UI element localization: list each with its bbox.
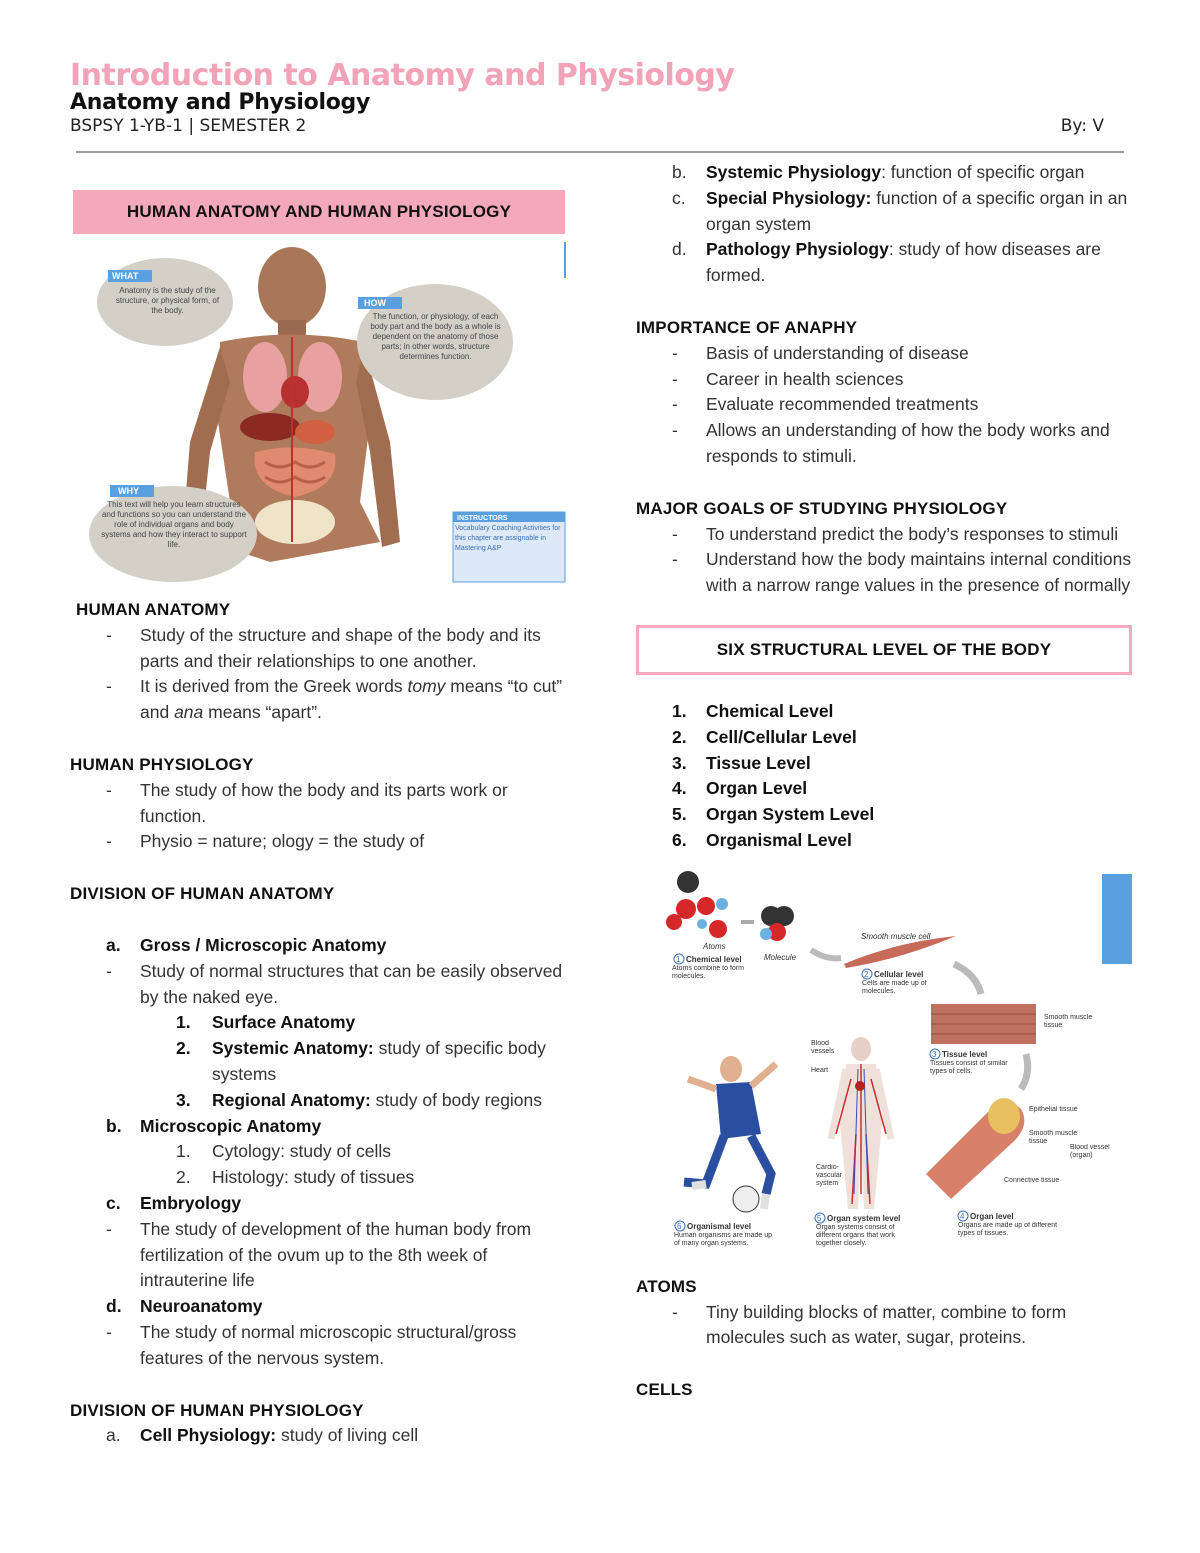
atoms-heading: ATOMS	[636, 1276, 697, 1296]
division-anatomy-heading: DIVISION OF HUMAN ANATOMY	[70, 884, 335, 904]
organismal-level-desc: Human organisms are made up of many organ systems.	[674, 1231, 773, 1247]
instructors-text: Vocabulary Coaching Activities for this chapter are assignable in Mastering A&P	[455, 525, 561, 552]
list-item: a. Gross / Microscopic Anatomy	[106, 934, 387, 955]
smooth-cell-label: Smooth muscle cell	[861, 931, 931, 941]
smooth-tissue-label: Smooth muscle tissue	[1044, 1013, 1093, 1029]
goals-heading: MAJOR GOALS OF STUDYING PHYSIOLOGY	[636, 498, 1008, 518]
organ-level-label: Organ level	[970, 1211, 1014, 1221]
instructors-tag: INSTRUCTORS	[457, 515, 508, 522]
header-divider	[76, 151, 1124, 153]
list-item: 3. Tissue Level	[672, 752, 811, 773]
tissue-num: 3	[932, 1049, 937, 1059]
list-item: 2. Histology: study of tissues	[176, 1167, 415, 1188]
atoms-label: Atoms	[703, 941, 726, 951]
how-text: The function, or physiology, of each body part and the body as a whole is dependent on the anatomy of those parts; in other words, structure determines function.	[370, 312, 501, 361]
organ-level-desc: Organs are made up of different types of tissues.	[958, 1221, 1058, 1237]
organismal-num: 6	[677, 1221, 682, 1231]
list-item: 3. Regional Anatomy: study of body regions	[176, 1089, 543, 1110]
connective-label: Connective tissue	[1004, 1176, 1060, 1184]
chem-num: 1	[676, 954, 681, 964]
list-item: 2. Cell/Cellular Level	[672, 726, 857, 747]
list-item: - Understand how the body maintains internal conditions with a narrow range values in the presence of normally	[672, 549, 1132, 596]
section-banner: HUMAN ANATOMY AND HUMAN PHYSIOLOGY	[73, 190, 565, 234]
list-item: b. Systemic Physiology: function of specific organ	[672, 162, 1085, 182]
what-text: Anatomy is the study of the structure, or physical form, of the body.	[115, 286, 220, 315]
epithelial-label: Epithelial tissue	[1029, 1105, 1078, 1113]
list-item: - To understand predict the body’s responses to stimuli	[672, 523, 1119, 544]
why-text: This text will help you learn structures and functions so you can understand the role of individual organs and body systems and how they interact to support life.	[101, 500, 247, 549]
smooth-tissue2-label: Smooth muscle tissue	[1029, 1129, 1078, 1145]
cell-level-label: Cellular level	[874, 969, 924, 979]
list-item: - Basis of understanding of disease	[672, 342, 969, 363]
importance-heading: IMPORTANCE OF ANAPHY	[636, 317, 858, 337]
course-meta: BSPSY 1-YB-1 | SEMESTER 2	[70, 116, 307, 136]
list-item: - Physio = nature; ology = the study of	[106, 831, 425, 852]
division-physiology-heading: DIVISION OF HUMAN PHYSIOLOGY	[70, 1400, 364, 1420]
right-column	[636, 160, 1136, 1403]
molecule-label: Molecule	[764, 952, 797, 962]
what-tag: WHAT	[112, 271, 139, 281]
organismal-level-label: Organismal level	[687, 1221, 752, 1231]
cell-num: 2	[864, 969, 869, 979]
anatomy-figure	[70, 242, 570, 597]
list-item: a. Cell Physiology: study of living cell	[106, 1425, 419, 1446]
blood-vessels-label: Blood vessels	[811, 1039, 835, 1055]
heart-label: Heart	[811, 1066, 829, 1074]
human-anatomy-heading: HUMAN ANATOMY	[76, 600, 231, 619]
list-item: - The study of how the body and its parts work or function.	[106, 779, 508, 826]
system-level-desc: Organ systems consist of different organs that work together closely.	[816, 1223, 895, 1247]
list-item: 1. Surface Anatomy	[176, 1012, 356, 1033]
anatomy-body-illustration	[70, 242, 570, 597]
list-item: 1. Cytology: study of cells	[176, 1141, 391, 1162]
list-item: 5. Organ System Level	[672, 804, 875, 825]
chem-level-label: Chemical level	[686, 954, 742, 964]
list-item: - Study of the structure and shape of the body and its parts and their relationships to one another.	[106, 624, 541, 671]
list-item: d. Neuroanatomy	[106, 1296, 263, 1317]
document-title: Introduction to Anatomy and Physiology	[70, 58, 735, 93]
list-item: 1. Chemical Level	[672, 700, 834, 721]
list-item: 4. Organ Level	[672, 778, 808, 799]
cell-level-desc: Cells are made up of molecules.	[862, 979, 927, 995]
tissue-level-desc: Tissues consist of similar types of cells.	[930, 1059, 1008, 1075]
cells-heading: CELLS	[636, 1380, 693, 1400]
structural-levels-figure	[636, 864, 1136, 1274]
list-item: c. Special Physiology: function of a specific organ in an organ system	[672, 187, 1128, 234]
list-item: 6. Organismal Level	[672, 829, 852, 850]
list-item: - The study of development of the human body from fertilization of the ovum up to the 8th week of intrauterine life	[106, 1218, 532, 1291]
list-item: c. Embryology	[106, 1192, 242, 1213]
list-item: - Study of normal structures that can be easily observed by the naked eye.	[106, 960, 563, 1007]
list-item: b. Microscopic Anatomy	[106, 1115, 322, 1136]
structural-levels-illustration	[636, 864, 1136, 1274]
author: By: V	[1060, 116, 1104, 136]
left-column	[70, 190, 570, 1449]
organ-num: 4	[960, 1211, 965, 1221]
list-item: - Evaluate recommended treatments	[672, 394, 979, 415]
list-item: - Career in health sciences	[672, 368, 904, 389]
list-item: - The study of normal microscopic structural/gross features of the nervous system.	[106, 1321, 517, 1368]
system-level-label: Organ system level	[827, 1213, 901, 1223]
section-banner: SIX STRUCTURAL LEVEL OF THE BODY	[636, 625, 1132, 675]
blue-marker	[1102, 874, 1132, 964]
human-physiology-heading: HUMAN PHYSIOLOGY	[70, 754, 254, 774]
list-item: d. Pathology Physiology: study of how diseases are formed.	[672, 239, 1101, 286]
why-tag: WHY	[118, 486, 139, 496]
how-tag: HOW	[364, 298, 386, 308]
chem-level-desc: Atoms combine to form molecules.	[672, 964, 744, 980]
tissue-level-label: Tissue level	[942, 1049, 988, 1059]
document-subtitle: Anatomy and Physiology	[70, 90, 371, 115]
list-item: 2. Systemic Anatomy: study of specific body systems	[176, 1038, 546, 1084]
cardio-label: Cardio-vascular system	[816, 1163, 843, 1187]
list-item: - Allows an understanding of how the body works and responds to stimuli.	[672, 420, 1110, 466]
blood-vessel-organ-label: Blood vessel (organ)	[1070, 1143, 1110, 1159]
system-num: 5	[817, 1213, 822, 1223]
list-item: - It is derived from the Greek words tomy means “to cut” and ana means “apart”.	[106, 676, 563, 723]
list-item: - Tiny building blocks of matter, combine to form molecules such as water, sugar, proteins.	[672, 1301, 1067, 1348]
